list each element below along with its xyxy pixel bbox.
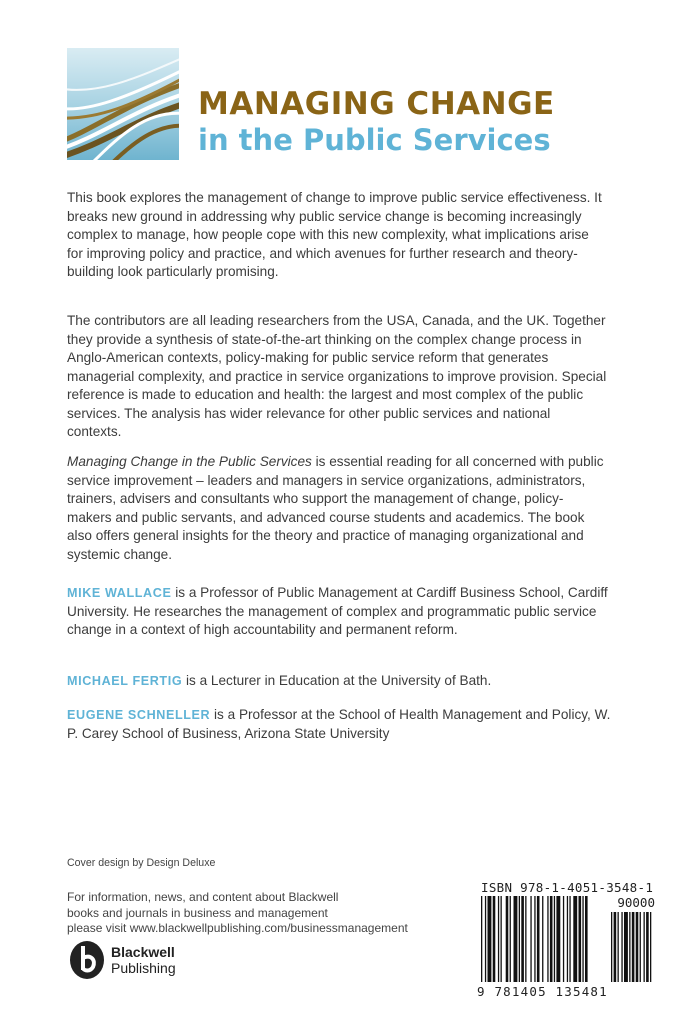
book-title: MANAGING CHANGE <box>198 86 555 122</box>
barcode-bar <box>556 896 560 982</box>
barcode-addon-bar <box>646 912 649 982</box>
barcode-bar <box>525 896 526 982</box>
barcode-addon-bar <box>644 912 645 982</box>
barcode-bar <box>554 896 555 982</box>
barcode-addon-bar <box>614 912 617 982</box>
author-bio <box>67 706 612 743</box>
barcode-bar <box>542 896 543 982</box>
barcode-addon-bar <box>636 912 639 982</box>
barcode-bar <box>547 896 548 982</box>
barcode-digits: 9 781405 135481 <box>477 984 608 999</box>
barcode-addon-bar <box>629 912 630 982</box>
barcode-bar <box>519 896 520 982</box>
author-bio-text: is a Lecturer in Education at the University of Bath. <box>182 673 492 688</box>
publisher-logo <box>67 940 207 982</box>
barcode-bar <box>510 896 511 982</box>
barcode-bar <box>567 896 568 982</box>
author-name: MIKE WALLACE <box>67 586 172 600</box>
barcode-bar <box>493 896 496 982</box>
barcode-addon-bar <box>650 912 651 982</box>
cover-image <box>67 48 179 160</box>
barcode-bar <box>537 896 540 982</box>
description-paragraph-3 <box>67 453 607 564</box>
info-line: books and journals in business and management <box>67 905 328 920</box>
barcode-bar <box>481 896 482 982</box>
barcode-bar <box>585 896 588 982</box>
barcode-addon: 90000 <box>617 895 655 910</box>
barcode-addon-bar <box>640 912 641 982</box>
info-line: For information, news, and content about Blackwell <box>67 890 339 904</box>
description-paragraph-1: This book explores the management of change to improve public service effectiveness. It breaks new ground in addressing why public service change is becoming increasingly complex to manage, how people cope with this new complexity, what implications arise for improving policy and practice, and which avenues for further research and theory-building look particularly promising. <box>67 190 602 279</box>
title-block <box>198 86 555 158</box>
barcode-bar <box>521 896 524 982</box>
author-bio-text: is a Professor at the School of Health Management and Policy, W. P. Carey School of Business, Arizona State University <box>67 707 611 741</box>
logo-wordmark <box>111 944 176 976</box>
barcode-addon-bar <box>621 912 622 982</box>
barcode-bar <box>506 896 509 982</box>
barcode-bar <box>550 896 553 982</box>
paragraph-3-text: is essential reading for all concerned with public service improvement – leaders and managers in service organizations, administrators, trainers, advisers and consultants who support the management of change, policy-makers and public servants, and advanced course students and academics. The book also offers general insights for the theory and practice of managing organizational and systemic change. <box>67 454 604 562</box>
barcode-bar <box>534 896 535 982</box>
barcode-bar <box>530 896 531 982</box>
barcode-bar <box>514 896 518 982</box>
barcode-bar <box>573 896 577 982</box>
publisher-line2: Publishing <box>111 960 176 976</box>
author-name: MICHAEL FERTIG <box>67 674 183 688</box>
publisher-name: Blackwell <box>111 944 175 960</box>
barcode-bar <box>563 896 564 982</box>
author-bio <box>67 672 612 691</box>
publisher-info <box>67 890 447 937</box>
barcode-bar <box>488 896 492 982</box>
barcode-addon-bar <box>624 912 628 982</box>
barcode-bar <box>501 896 502 982</box>
description-paragraph-2: The contributors are all leading researchers from the USA, Canada, and the UK. Together they provide a synthesis of state-of-the-art thinking on the complex change process in Anglo-American contexts, policy-making for public service reform that generates managerial complexity, and practice in service organizations to improve provision. Special reference is made to education and health: the largest and most complex of the public services. The analysis has wider relevance for other public services and national contexts. <box>67 313 607 439</box>
isbn-label: ISBN 978-1-4051-3548-1 <box>481 880 654 895</box>
author-bio <box>67 584 612 640</box>
barcode-bar <box>579 896 582 982</box>
barcode-bar <box>485 896 486 982</box>
book-title-italic: Managing Change in the Public Services <box>67 454 312 469</box>
barcode-addon-bar <box>611 912 612 982</box>
isbn-barcode <box>473 880 669 1008</box>
barcode-addon-bar <box>618 912 619 982</box>
author-bio-text: is a Professor of Public Management at Cardiff Business School, Cardiff University. He researches the management of complex and programmatic public service change in a context of high accountability and permanent reform. <box>67 585 608 637</box>
author-name: EUGENE SCHNELLER <box>67 708 211 722</box>
barcode-bar <box>569 896 570 982</box>
book-subtitle: in the Public Services <box>198 123 551 157</box>
blackwell-logo-icon <box>67 940 107 980</box>
barcode-addon-bar <box>632 912 635 982</box>
barcode-bar <box>498 896 499 982</box>
barcode-bar <box>582 896 583 982</box>
info-line: please visit www.blackwellpublishing.com/businessmanagement <box>67 921 408 935</box>
cover-design-credit: Cover design by Design Deluxe <box>67 857 216 869</box>
